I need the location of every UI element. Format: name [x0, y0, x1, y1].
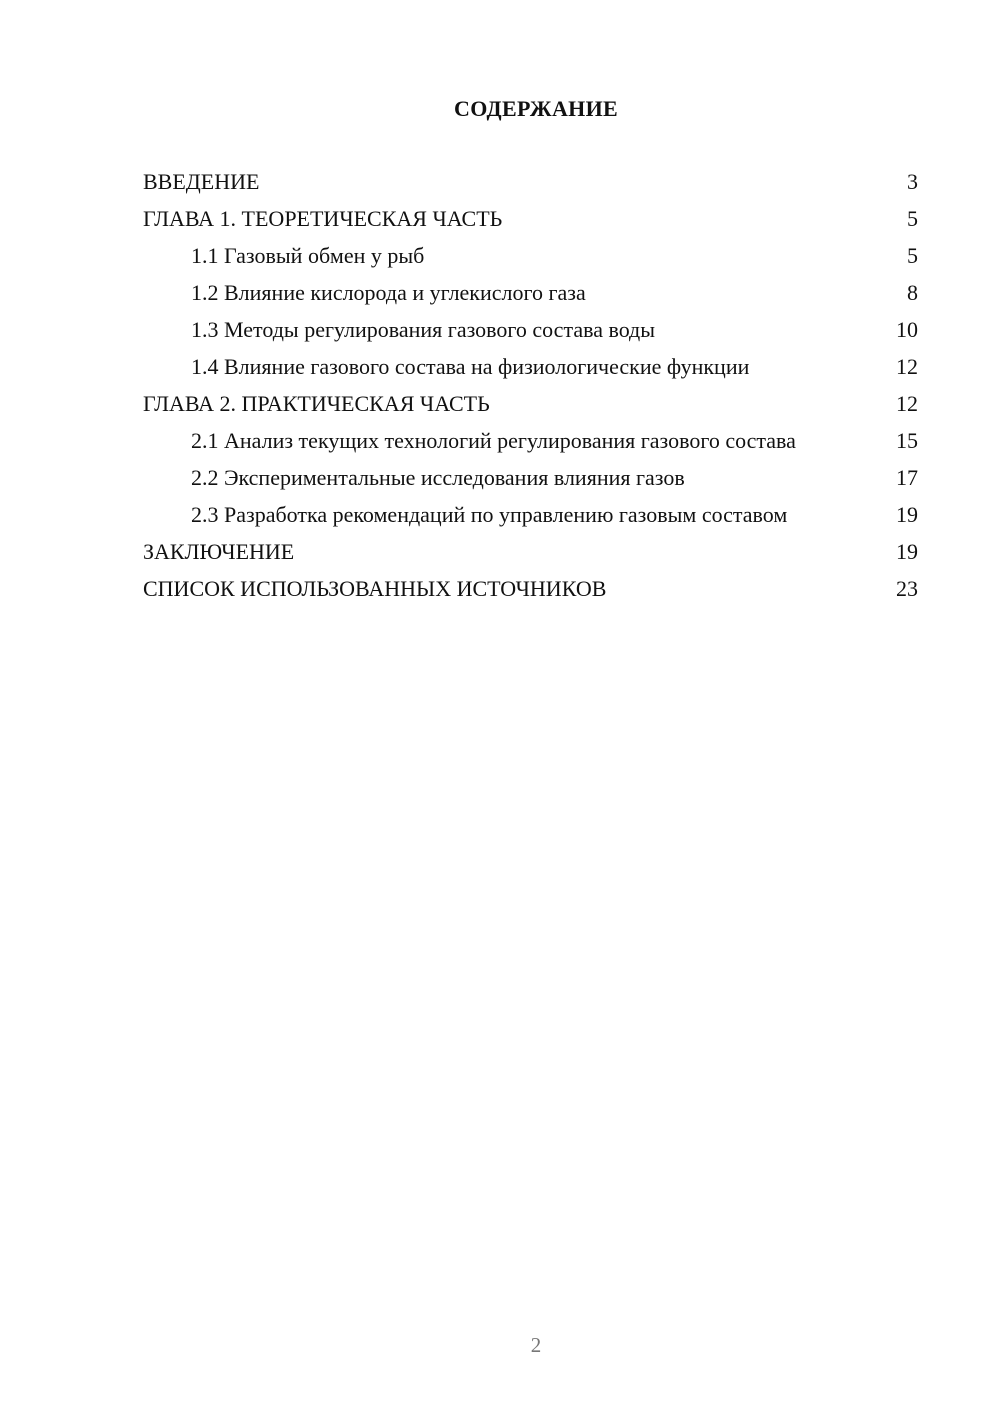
toc-entry-chapter-2 [143, 390, 918, 417]
toc-entry-page: 15 [896, 428, 918, 453]
toc-entry-section-2-2 [143, 464, 918, 491]
toc-entry-label: 2.2 Экспериментальные исследования влияния газов [191, 465, 685, 490]
toc-entry-label: 1.1 Газовый обмен у рыб [191, 243, 425, 268]
toc-entry-page: 10 [896, 317, 918, 342]
page-number: 2 [530, 1333, 542, 1357]
table-of-contents [143, 168, 918, 612]
toc-entry-page: 5 [907, 206, 918, 231]
toc-entry-label: ВВЕДЕНИЕ [143, 169, 260, 194]
toc-entry-label: 2.3 Разработка рекомендаций по управлению газовым составом [191, 502, 788, 527]
toc-entry-label: 1.2 Влияние кислорода и углекислого газа [191, 280, 586, 305]
toc-entry-page: 19 [896, 502, 918, 527]
toc-entry-section-1-3 [143, 316, 918, 343]
toc-entry-section-1-1 [143, 242, 918, 269]
toc-entry-label: СПИСОК ИСПОЛЬЗОВАННЫХ ИСТОЧНИКОВ [143, 576, 607, 601]
toc-entry-references [143, 575, 918, 602]
toc-entry-label: ГЛАВА 2. ПРАКТИЧЕСКАЯ ЧАСТЬ [143, 391, 490, 416]
toc-entry-label: 2.1 Анализ текущих технологий регулирования газового состава [191, 428, 796, 453]
toc-entry-page: 3 [907, 169, 918, 194]
toc-entry-label: ЗАКЛЮЧЕНИЕ [143, 539, 295, 564]
toc-entry-label: 1.4 Влияние газового состава на физиологические функции [191, 354, 750, 379]
toc-entry-label: 1.3 Методы регулирования газового состава воды [191, 317, 656, 342]
toc-entry-page: 19 [896, 539, 918, 564]
toc-entry-page: 17 [896, 465, 918, 490]
toc-entry-section-2-1 [143, 427, 918, 454]
toc-entry-section-2-3 [143, 501, 918, 528]
toc-entry-page: 8 [907, 280, 918, 305]
toc-entry-introduction [143, 168, 918, 195]
toc-entry-section-1-4 [143, 353, 918, 380]
page-title: СОДЕРЖАНИЕ [454, 96, 618, 121]
toc-entry-chapter-1 [143, 205, 918, 232]
toc-entry-page: 12 [896, 354, 918, 379]
toc-entry-page: 23 [896, 576, 918, 601]
toc-entry-section-1-2 [143, 279, 918, 306]
toc-entry-page: 12 [896, 391, 918, 416]
toc-entry-conclusion [143, 538, 918, 565]
toc-entry-label: ГЛАВА 1. ТЕОРЕТИЧЕСКАЯ ЧАСТЬ [143, 206, 503, 231]
toc-entry-page: 5 [907, 243, 918, 268]
